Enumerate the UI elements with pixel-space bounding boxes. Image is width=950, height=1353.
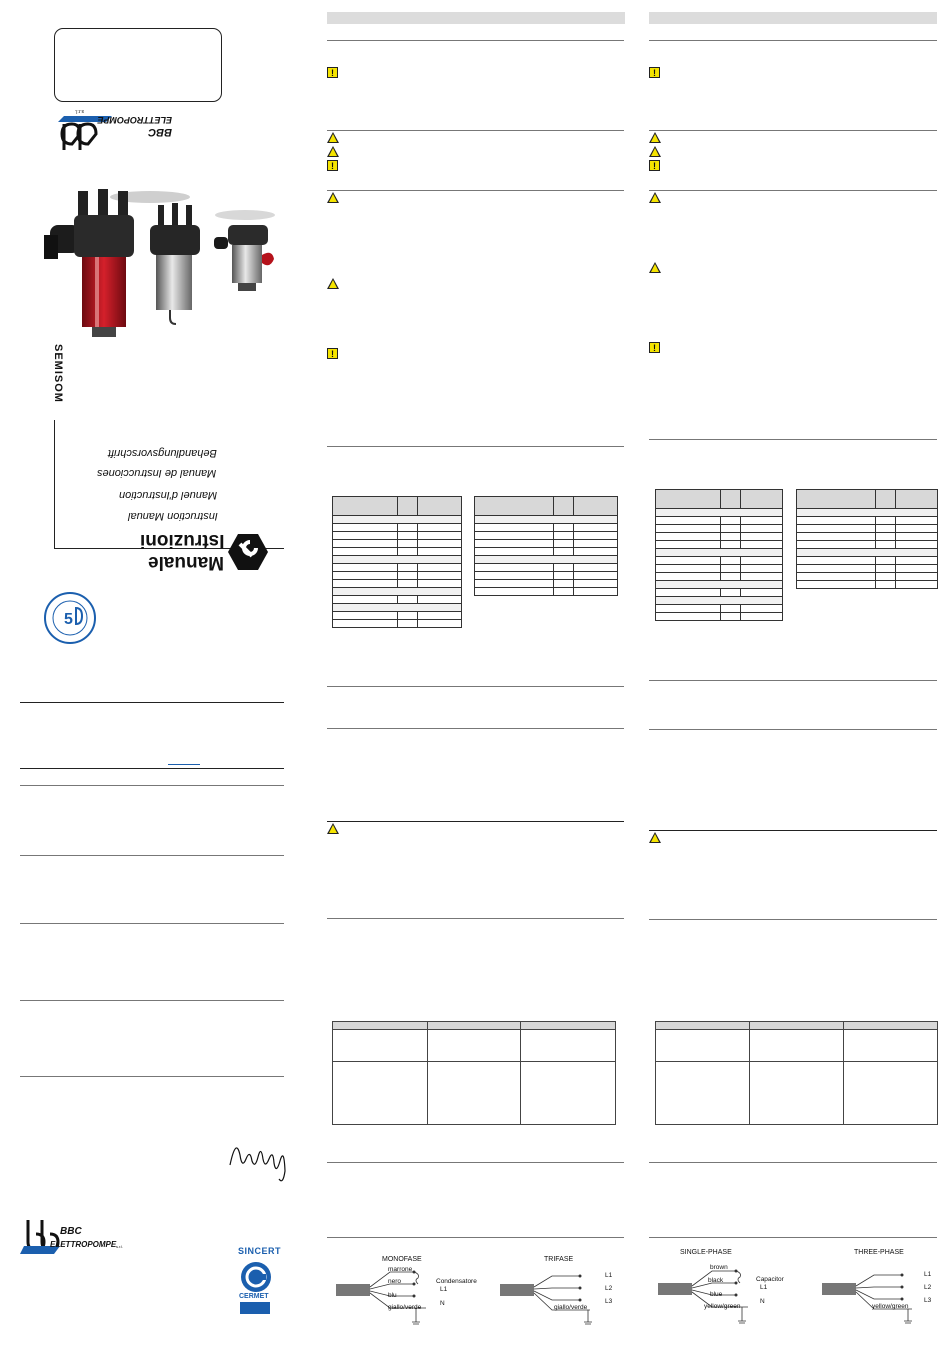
cermet-box	[240, 1302, 270, 1314]
electric-warning-icon	[649, 832, 661, 843]
warning-note-icon: !	[649, 160, 660, 171]
spec-table-en-left	[655, 489, 783, 621]
rule-it-7	[327, 821, 624, 822]
l1-single-en: L1	[760, 1284, 768, 1291]
blank-label-box	[54, 28, 222, 102]
three-phase-title-en: THREE-PHASE	[854, 1249, 904, 1256]
l3-three-it: L3	[605, 1298, 613, 1305]
rule-it-3	[327, 190, 624, 191]
rule-it-10	[327, 1237, 624, 1238]
pump-images	[40, 185, 285, 345]
manual-en: Instruction Manual	[128, 510, 218, 522]
warning-triangle-icon	[649, 146, 661, 157]
brand-name-top: BBC	[148, 126, 172, 138]
cermet-mark	[238, 1260, 274, 1315]
wiring-lines-en	[652, 1245, 942, 1330]
brand-sub-bottom: ELETTROPOMPE	[50, 1240, 117, 1249]
capacitor-label-it: Condensatore	[436, 1278, 477, 1285]
capacitor-label-en: Capacitor	[756, 1276, 784, 1283]
spec-table-en-right	[796, 489, 938, 589]
wiring-lines-it	[330, 1250, 620, 1330]
rule-it-5	[327, 686, 624, 687]
l1-single-it: L1	[440, 1286, 448, 1293]
rule-en-5	[649, 680, 937, 681]
sincert-mark: SINCERT	[238, 1246, 282, 1256]
cover-bracket-vertical	[54, 420, 55, 548]
electric-warning-icon	[649, 192, 661, 203]
wire-black-it: nero	[388, 1278, 402, 1285]
title-line1: Manuale	[148, 552, 225, 573]
rule-it-9	[327, 1162, 624, 1163]
rule-left-4	[20, 855, 284, 856]
warning-note-icon: !	[649, 67, 660, 78]
l1-three-it: L1	[605, 1272, 613, 1279]
svg-text:5: 5	[64, 611, 73, 628]
section-header-bar-en	[649, 12, 937, 24]
rule-en-10	[649, 1237, 937, 1238]
warning-triangle-icon	[649, 262, 661, 273]
rule-en-3	[649, 190, 937, 191]
warning-triangle-icon	[327, 146, 339, 157]
rule-left-1	[20, 702, 284, 703]
warning-note-icon: !	[649, 342, 660, 353]
rule-it-4	[327, 446, 624, 447]
wrench-icon	[228, 534, 268, 575]
rule-left-2	[20, 768, 284, 769]
product-name: SEMISOM	[52, 344, 64, 403]
wiring-diagram-en	[652, 1245, 942, 1330]
anniversary-seal	[40, 590, 100, 651]
manual-es: Manual de Instrucciones	[97, 467, 217, 479]
warning-triangle-icon	[327, 278, 339, 289]
wire-brown-en: brown	[710, 1264, 728, 1271]
electric-warning-icon	[649, 132, 661, 143]
wire-blue-en: blue	[710, 1291, 723, 1298]
rule-it-8	[327, 918, 624, 919]
manual-fr: Manuel d'Instruction	[119, 489, 218, 501]
rule-it-6	[327, 728, 624, 729]
l2-three-en: L2	[924, 1284, 932, 1291]
warning-note-icon: !	[327, 67, 338, 78]
wire-black-en: black	[708, 1277, 724, 1284]
warning-note-icon: !	[327, 348, 338, 359]
rule-left-7	[20, 1076, 284, 1077]
spec-table-it-right	[474, 496, 618, 596]
rule-it-1	[327, 40, 624, 41]
rule-it-2	[327, 130, 624, 131]
brand-suffix-bottom: s.r.l.	[116, 1244, 124, 1249]
spec-table-it-left	[332, 496, 462, 628]
rule-en-6	[649, 729, 937, 730]
n-single-it: N	[440, 1300, 445, 1307]
signature	[226, 1135, 292, 1183]
wire-ground-it: giallo/verde	[388, 1304, 422, 1311]
n-single-en: N	[760, 1298, 765, 1305]
wire-brown-it: marrone	[388, 1266, 413, 1273]
l3-three-en: L3	[924, 1297, 932, 1304]
brand-sub-top: ELETTROPOMPE	[97, 115, 172, 125]
link-underline	[168, 764, 200, 765]
wire-ground-three-it: giallo/verde	[554, 1304, 588, 1311]
rule-en-4	[649, 439, 937, 440]
electric-warning-icon	[327, 192, 339, 203]
motor-table-it	[332, 1021, 616, 1125]
title-line2: Istruzioni	[140, 530, 225, 551]
rule-en-8	[649, 919, 937, 920]
brand-logo-bottom	[20, 1216, 130, 1260]
electric-warning-icon	[327, 132, 339, 143]
three-phase-title-it: TRIFASE	[544, 1256, 574, 1263]
manual-de: Behandlungsvorschrift	[108, 447, 217, 459]
rule-left-3	[20, 785, 284, 786]
brand-name-bottom: BBC	[60, 1226, 82, 1237]
rule-en-1	[649, 40, 937, 41]
l1-three-en: L1	[924, 1271, 932, 1278]
motor-table-en	[655, 1021, 938, 1125]
section-header-bar-it	[327, 12, 625, 24]
warning-note-icon: !	[327, 160, 338, 171]
wire-blue-it: blu	[388, 1292, 397, 1299]
rule-left-5	[20, 923, 284, 924]
electric-warning-icon	[327, 823, 339, 834]
rule-en-2	[649, 130, 937, 131]
single-phase-title-en: SINGLE-PHASE	[680, 1249, 732, 1256]
brand-logo-top	[56, 104, 176, 152]
brand-suffix-top: s.r.l.	[74, 108, 84, 114]
wire-ground-three-en: yellow/green	[872, 1303, 909, 1310]
l2-three-it: L2	[605, 1285, 613, 1292]
wire-ground-en: yellow/green	[704, 1303, 741, 1310]
rule-en-9	[649, 1162, 937, 1163]
wiring-diagram-it	[330, 1250, 620, 1330]
cermet-label: CERMET	[239, 1293, 269, 1300]
single-phase-title-it: MONOFASE	[382, 1256, 422, 1263]
rule-left-6	[20, 1000, 284, 1001]
rule-en-7	[649, 830, 937, 831]
